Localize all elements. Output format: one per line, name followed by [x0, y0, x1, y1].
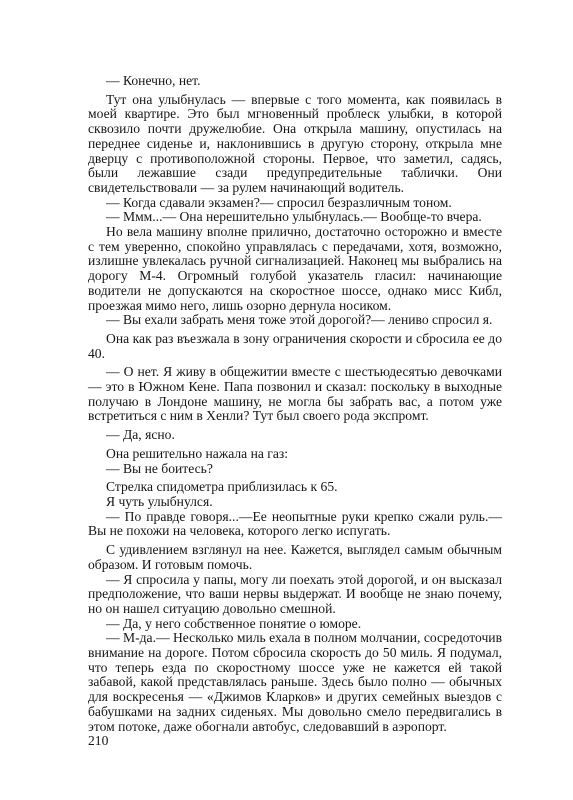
paragraph: — М-да.— Несколько миль ехала в полном молчании, сосредоточив внимание на дороге. Потом сбросила скорость до 50 миль. Я подумал, что теперь езда по скоростному шоссе уже не кажется ей такой забавой, какой представлялась раньше. Здесь было полно — обычных для воскресенья — «Джимов Кларков» и других семейных выездов с бабушками на задних сиденьях. Мы довольно смело передвигались в этом потоке, даже обогнали автобус, следовавший в аэропорт. — [88, 630, 502, 734]
paragraph: — Вы ехали забрать меня тоже этой дорогой?— лениво спросил я. — [106, 312, 493, 328]
page-number: 210 — [88, 733, 109, 748]
paragraph: Стрелка спидометра приблизилась к 65. — [106, 479, 338, 495]
paragraph: С удивлением взглянул на нее. Кажется, выглядел самым обычным образом. И готовым помочь. — [88, 542, 502, 572]
paragraph: — По правде говоря...—Ее неопытные руки крепко сжали руль.— Вы не похожи на человека, которого легко испугать. — [88, 508, 502, 539]
paragraph: — О нет. Я живу в общежитии вместе с шестьюдесятью девочками — это в Южном Кене. Папа позвонил и сказал: поскольку в выходные получаю в Лондоне машину, не могла бы забрать вас, а потом уже встретиться с ним в Хенли? Тут был своего рода экспромт. — [88, 364, 502, 424]
paragraph: — Я спросила у папы, могу ли поехать этой дорогой, и он высказал предположение, что ваши нервы выдержат. И вообще не знаю почему, но он нашел ситуацию довольно смешной. — [88, 571, 502, 616]
paragraph: — Ммм...— Она нерешительно улыбнулась.— Вообще-то вчера. — [106, 209, 482, 225]
paragraph: Я чуть улыбнулся. — [106, 493, 213, 509]
body-text — [88, 74, 502, 734]
paragraph: — Да, у него собственное понятие о юморе. — [106, 615, 362, 631]
paragraph: — Когда сдавали экзамен?— спросил безразличным тоном. — [106, 194, 452, 210]
paragraph: — Вы не боитесь? — [106, 460, 213, 476]
paragraph: Но вела машину вполне прилично, достаточно осторожно и вместе с тем уверенно, спокойно управлялась с передачами, хотя, возможно, излишне увлекалась ручной сигнализацией. Наконец мы выбрались на дорогу М-4. Огромный голубой указатель гласил: начинающие водители не допускаются на скоростное шоссе, однако мисс Кибл, проезжая мимо него, лишь озорно дернула носиком. — [88, 224, 502, 313]
paragraph: Она решительно нажала на газ: — [106, 445, 289, 461]
paragraph: — Конечно, нет. — [106, 73, 201, 88]
paragraph: Тут она улыбнулась — впервые с того момента, как появилась в моей квартире. Это был мгновенный проблеск улыбки, в которой сквозило почти дружелюбие. Она открыла машину, опустилась на переднее сиденье и, наклонившись в другую сторону, открыла мне дверцу с противоположной стороны. Первое, что заметил, садясь, были лежавшие сзади предупредительные таблички. Они свидетельствовали — за рулем начинающий водитель. — [88, 91, 502, 195]
paragraph: — Да, ясно. — [106, 427, 175, 443]
paragraph: Она как раз въезжала в зону ограничения скорости и сбросила ее до 40. — [88, 330, 502, 361]
